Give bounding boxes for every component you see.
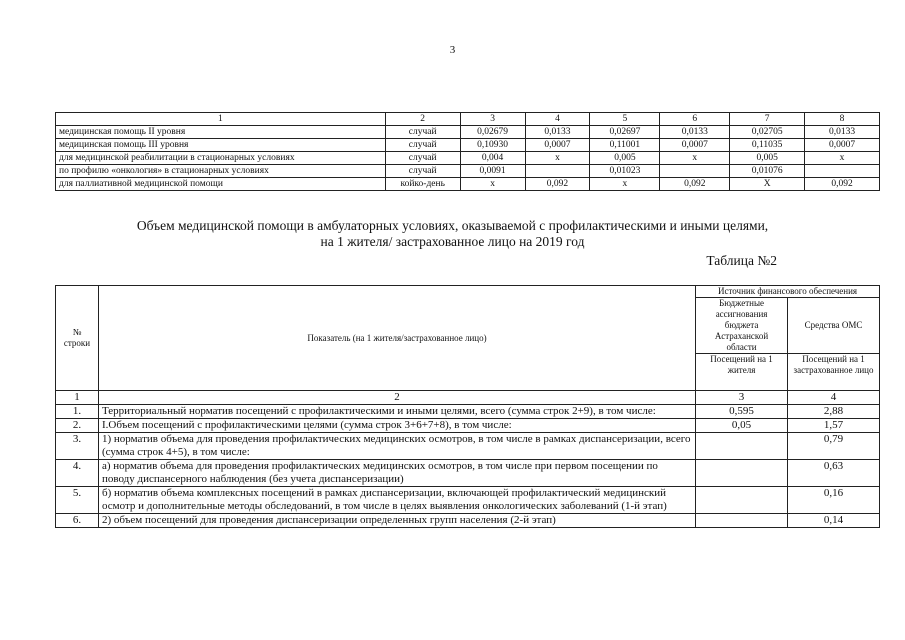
value-cell: X xyxy=(730,178,805,191)
value-cell: 0,02705 xyxy=(730,126,805,139)
budget-value xyxy=(696,460,788,487)
header-cell: 8 xyxy=(805,113,880,126)
row-number: 2. xyxy=(56,419,99,433)
value-cell xyxy=(660,165,730,178)
value-cell: 0,11035 xyxy=(730,139,805,152)
header-row xyxy=(56,286,880,298)
row-unit: случай xyxy=(385,165,460,178)
value-cell: 0,0007 xyxy=(660,139,730,152)
header-oms: Средства ОМС xyxy=(788,298,880,354)
row-number: 1. xyxy=(56,405,99,419)
column-number: 4 xyxy=(788,391,880,405)
budget-value xyxy=(696,487,788,514)
row-label: по профилю «онкология» в стационарных условиях xyxy=(56,165,386,178)
table-row xyxy=(56,433,880,460)
value-cell: 0,092 xyxy=(660,178,730,191)
value-cell xyxy=(525,165,590,178)
row-unit: случай xyxy=(385,152,460,165)
row-text: I.Объем посещений с профилактическими целями (сумма строк 3+6+7+8), в том числе: xyxy=(98,419,695,433)
row-text: а) норматив объема для проведения профилактических медицинских осмотров, в том числе при первом посещении по поводу диспансерного наблюдения (без учета диспансеризации) xyxy=(98,460,695,487)
column-numbers-row xyxy=(56,391,880,405)
row-number: 3. xyxy=(56,433,99,460)
value-cell: 0,0007 xyxy=(805,139,880,152)
row-text: Территориальный норматив посещений с профилактическими и иными целями, всего (сумма строк 2+9), в том числе: xyxy=(98,405,695,419)
row-label: медицинская помощь II уровня xyxy=(56,126,386,139)
value-cell: 0,0007 xyxy=(525,139,590,152)
header-cell: 1 xyxy=(56,113,386,126)
value-cell: 0,092 xyxy=(805,178,880,191)
value-cell: 0,01023 xyxy=(590,165,660,178)
value-cell: x xyxy=(660,152,730,165)
header-cell: 5 xyxy=(590,113,660,126)
header-cell: 3 xyxy=(460,113,525,126)
row-label: для паллиативной медицинской помощи xyxy=(56,178,386,191)
section-title-line-1: Объем медицинской помощи в амбулаторных условиях, оказываемой с профилактическими и иными целями, xyxy=(136,218,769,233)
oms-value: 0,79 xyxy=(788,433,880,460)
budget-value: 0,05 xyxy=(696,419,788,433)
row-text: 1) норматив объема для проведения профилактических медицинских осмотров, в том числе в рамках диспансеризации, всего (сумма строк 4+5), в том числе: xyxy=(98,433,695,460)
value-cell: 0,11001 xyxy=(590,139,660,152)
table-row xyxy=(56,178,880,191)
table-row xyxy=(56,514,880,528)
header-row-number: № строки xyxy=(56,286,99,391)
value-cell: 0,02697 xyxy=(590,126,660,139)
value-cell: x xyxy=(590,178,660,191)
header-cell: 7 xyxy=(730,113,805,126)
oms-value: 0,14 xyxy=(788,514,880,528)
value-cell: x xyxy=(805,152,880,165)
row-text: б) норматив объема комплексных посещений в рамках диспансеризации, включающей профилактический медицинский осмотр и дополнительные методы обследований, в том числе в целях выявления онкологических заболеваний (1-й этап) xyxy=(98,487,695,514)
row-text: 2) объем посещений для проведения диспансеризации определенных групп населения (2-й этап) xyxy=(98,514,695,528)
column-number: 1 xyxy=(56,391,99,405)
value-cell: 0,10930 xyxy=(460,139,525,152)
value-cell: 0,02679 xyxy=(460,126,525,139)
row-number: 4. xyxy=(56,460,99,487)
row-number: 5. xyxy=(56,487,99,514)
header-budget-unit: Посещений на 1 жителя xyxy=(696,354,788,391)
header-oms-unit: Посещений на 1 застрахованное лицо xyxy=(788,354,880,391)
value-cell: x xyxy=(460,178,525,191)
header-cell: 6 xyxy=(660,113,730,126)
row-label: медицинская помощь III уровня xyxy=(56,139,386,152)
row-number: 6. xyxy=(56,514,99,528)
budget-value xyxy=(696,433,788,460)
header-budget: Бюджетные ассигнования бюджета Астраханской области xyxy=(696,298,788,354)
table-row xyxy=(56,460,880,487)
header-cell: 4 xyxy=(525,113,590,126)
oms-value: 2,88 xyxy=(788,405,880,419)
value-cell: 0,0091 xyxy=(460,165,525,178)
oms-value: 1,57 xyxy=(788,419,880,433)
page-number: 3 xyxy=(449,44,456,56)
table-row xyxy=(56,152,880,165)
oms-value: 0,63 xyxy=(788,460,880,487)
table-header-row xyxy=(56,113,880,126)
value-cell: 0,005 xyxy=(590,152,660,165)
column-number: 2 xyxy=(98,391,695,405)
table-1-continuation xyxy=(55,112,880,191)
row-unit: койко-день xyxy=(385,178,460,191)
row-unit: случай xyxy=(385,139,460,152)
table-2 xyxy=(55,285,880,528)
value-cell: x xyxy=(525,152,590,165)
section-title-line-2: на 1 жителя/ застрахованное лицо на 2019 год xyxy=(320,234,585,249)
value-cell: 0,0133 xyxy=(525,126,590,139)
table-row xyxy=(56,419,880,433)
budget-value xyxy=(696,514,788,528)
table-row xyxy=(56,165,880,178)
table-row xyxy=(56,126,880,139)
table-row xyxy=(56,139,880,152)
value-cell: 0,0133 xyxy=(805,126,880,139)
value-cell: 0,01076 xyxy=(730,165,805,178)
header-financing-source: Источник финансового обеспечения xyxy=(696,286,880,298)
budget-value: 0,595 xyxy=(696,405,788,419)
row-label: для медицинской реабилитации в стационарных условиях xyxy=(56,152,386,165)
header-indicator: Показатель (на 1 жителя/застрахованное лицо) xyxy=(98,286,695,391)
table-row xyxy=(56,487,880,514)
table-row xyxy=(56,405,880,419)
oms-value: 0,16 xyxy=(788,487,880,514)
value-cell: 0,005 xyxy=(730,152,805,165)
table-number: Таблица №2 xyxy=(706,253,777,268)
value-cell: 0,092 xyxy=(525,178,590,191)
value-cell: 0,004 xyxy=(460,152,525,165)
value-cell: 0,0133 xyxy=(660,126,730,139)
value-cell xyxy=(805,165,880,178)
column-number: 3 xyxy=(696,391,788,405)
row-unit: случай xyxy=(385,126,460,139)
header-cell: 2 xyxy=(385,113,460,126)
